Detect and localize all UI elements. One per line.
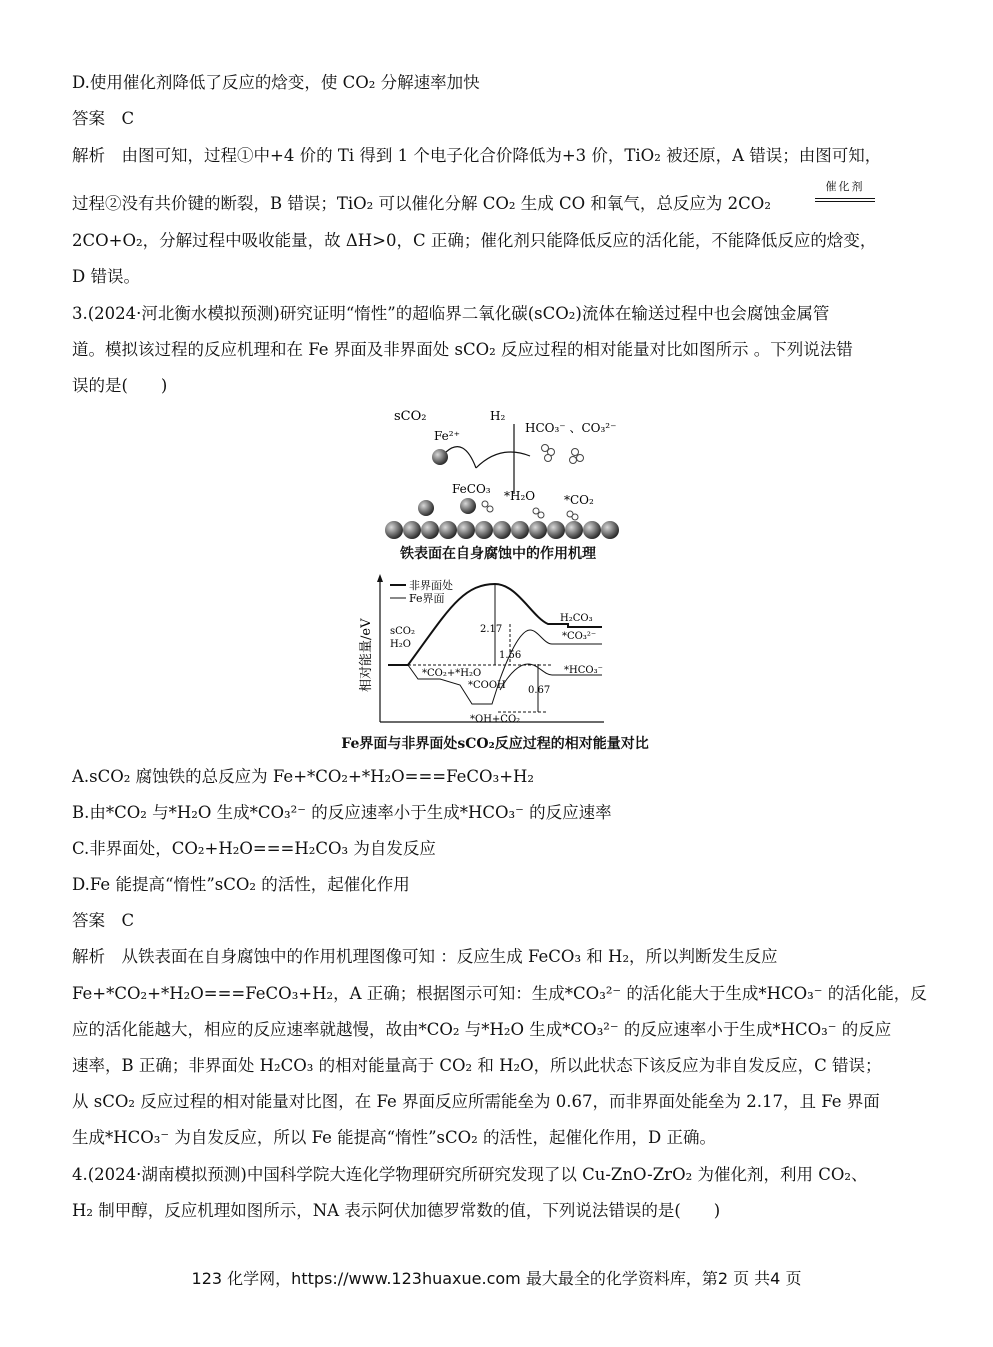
- analysis-line: Fe+*CO₂+*H₂O===FeCO₃+H₂，A 正确；根据图示可知：生成*CO₃²⁻ 的活化能大于生成*HCO₃⁻ 的活化能，反: [72, 984, 927, 1003]
- analysis-line: 速率，B 正确；非界面处 H₂CO₃ 的相对能量高于 CO₂ 和 H₂O，所以此状态下该反应为非自发反应，C 错误；: [72, 1056, 882, 1075]
- catalyst-arrow: [815, 178, 875, 208]
- label-h2co3: H₂CO₃: [560, 613, 593, 624]
- label-co3: *CO₃²⁻: [562, 631, 597, 642]
- figure1-caption: 铁表面在自身腐蚀中的作用机理: [400, 546, 596, 562]
- energy-diagram: [352, 572, 612, 727]
- option-b: B.由*CO₂ 与*H₂O 生成*CO₃²⁻ 的反应速率小于生成*HCO₃⁻ 的反应速率: [72, 803, 612, 822]
- arrow-to-hco3: [476, 452, 530, 468]
- arrow-fe-to-feco3: [446, 447, 476, 468]
- answer-label: 答案 C: [72, 109, 135, 128]
- legend-nonfe: 非界面处: [409, 579, 453, 592]
- page-footer: 123 化学网，https://www.123huaxue.com 最大最全的化学资料库，第2 页 共4 页: [191, 1269, 802, 1288]
- label-co2h2o: *CO₂+*H₂O: [422, 668, 482, 679]
- label-cooh: *COOH: [468, 680, 506, 691]
- y-axis-label: 相对能量/eV: [359, 618, 374, 692]
- analysis-line: 应的活化能越大，相应的反应速率就越慢，故由*CO₂ 与*H₂O 生成*CO₃²⁻ 的反应速率小于生成*HCO₃⁻ 的反应: [72, 1020, 892, 1039]
- label-ohco2: *OH+CO₂: [470, 714, 521, 725]
- analysis-line: 解析 由图可知，过程①中+4 价的 Ti 得到 1 个电子化合价降低为+3 价，TiO₂ 被还原，A 错误；由图可知，: [72, 146, 882, 165]
- h2o-label: *H₂O: [504, 489, 536, 503]
- iron-surface: [385, 521, 619, 539]
- fe-atom: [418, 500, 434, 516]
- feco3-label: FeCO₃: [452, 482, 491, 496]
- question-3-stem: 道。模拟该过程的反应机理和在 Fe 界面及非界面处 sCO₂ 反应过程的相对能量对比如图所示 。下列说法错: [72, 340, 853, 359]
- figure2-caption: Fe界面与非界面处sCO₂反应过程的相对能量对比: [341, 736, 649, 752]
- option-d: D.Fe 能提高“惰性”sCO₂ 的活性，起催化作用: [72, 875, 410, 894]
- mechanism-figure: [380, 400, 620, 540]
- catalyst-label: 催化剂: [825, 180, 865, 193]
- answer-label: 答案 C: [72, 911, 135, 930]
- bubble-cluster: [482, 445, 584, 521]
- analysis-line: 过程②没有共价键的断裂，B 错误；TiO₂ 可以催化分解 CO₂ 生成 CO 和氧气，总反应为 2CO₂: [72, 194, 771, 213]
- equal-double-line: [815, 198, 875, 202]
- value-2-17: 2.17: [480, 624, 503, 635]
- value-0-67: 0.67: [528, 685, 551, 696]
- question-4-stem: H₂ 制甲醇，反应机理如图所示，NA 表示阿伏加德罗常数的值，下列说法错误的是( ): [72, 1201, 721, 1220]
- option-a: A.sCO₂ 腐蚀铁的总反应为 Fe+*CO₂+*H₂O===FeCO₃+H₂: [72, 767, 535, 786]
- analysis-line: 2CO+O₂，分解过程中吸收能量，故 ΔH>0，C 正确；催化剂只能降低反应的活化能，不能降低反应的焓变，: [72, 231, 877, 250]
- analysis-line: 生成*HCO₃⁻ 为自发反应，所以 Fe 能提高“惰性”sCO₂ 的活性，起催化作用，D 正确。: [72, 1128, 716, 1147]
- value-1-56: 1.56: [499, 650, 522, 661]
- label-hco3: *HCO₃⁻: [564, 665, 603, 676]
- option-c: C.非界面处，CO₂+H₂O===H₂CO₃ 为自发反应: [72, 839, 436, 858]
- question-3-stem: 误的是( ): [72, 376, 168, 395]
- start-label-h2o: H₂O: [390, 639, 411, 650]
- feco3-particle: [460, 498, 476, 514]
- hco3-label: HCO₃⁻ 、CO₃²⁻: [525, 421, 617, 435]
- analysis-line: 从 sCO₂ 反应过程的相对能量对比图，在 Fe 界面反应所需能垒为 0.67，而非界面处能垒为 2.17，且 Fe 界面: [72, 1092, 880, 1111]
- question-3-stem: 3.(2024·河北衡水模拟预测)研究证明“惰性”的超临界二氧化碳(sCO₂)流体在输送过程中也会腐蚀金属管: [72, 304, 830, 323]
- h2-label: H₂: [490, 409, 506, 423]
- fe2-ion: [432, 449, 448, 465]
- start-label-sco2: sCO₂: [390, 626, 415, 637]
- line-d-option: D.使用催化剂降低了反应的焓变，使 CO₂ 分解速率加快: [72, 73, 480, 92]
- analysis-line: D 错误。: [72, 267, 140, 286]
- sco2-label: sCO₂: [394, 409, 427, 424]
- fe2-label: Fe²⁺: [434, 429, 460, 443]
- analysis-line: 解析 从铁表面在自身腐蚀中的作用机理图像可知 ：反应生成 FeCO₃ 和 H₂，所以判断发生反应: [72, 947, 778, 966]
- question-4-stem: 4.(2024·湖南模拟预测)中国科学院大连化学物理研究所研究发现了以 Cu-ZnO-ZrO₂ 为催化剂，利用 CO₂、: [72, 1165, 868, 1184]
- legend-fe: Fe界面: [409, 592, 445, 605]
- co2-label: *CO₂: [564, 493, 594, 507]
